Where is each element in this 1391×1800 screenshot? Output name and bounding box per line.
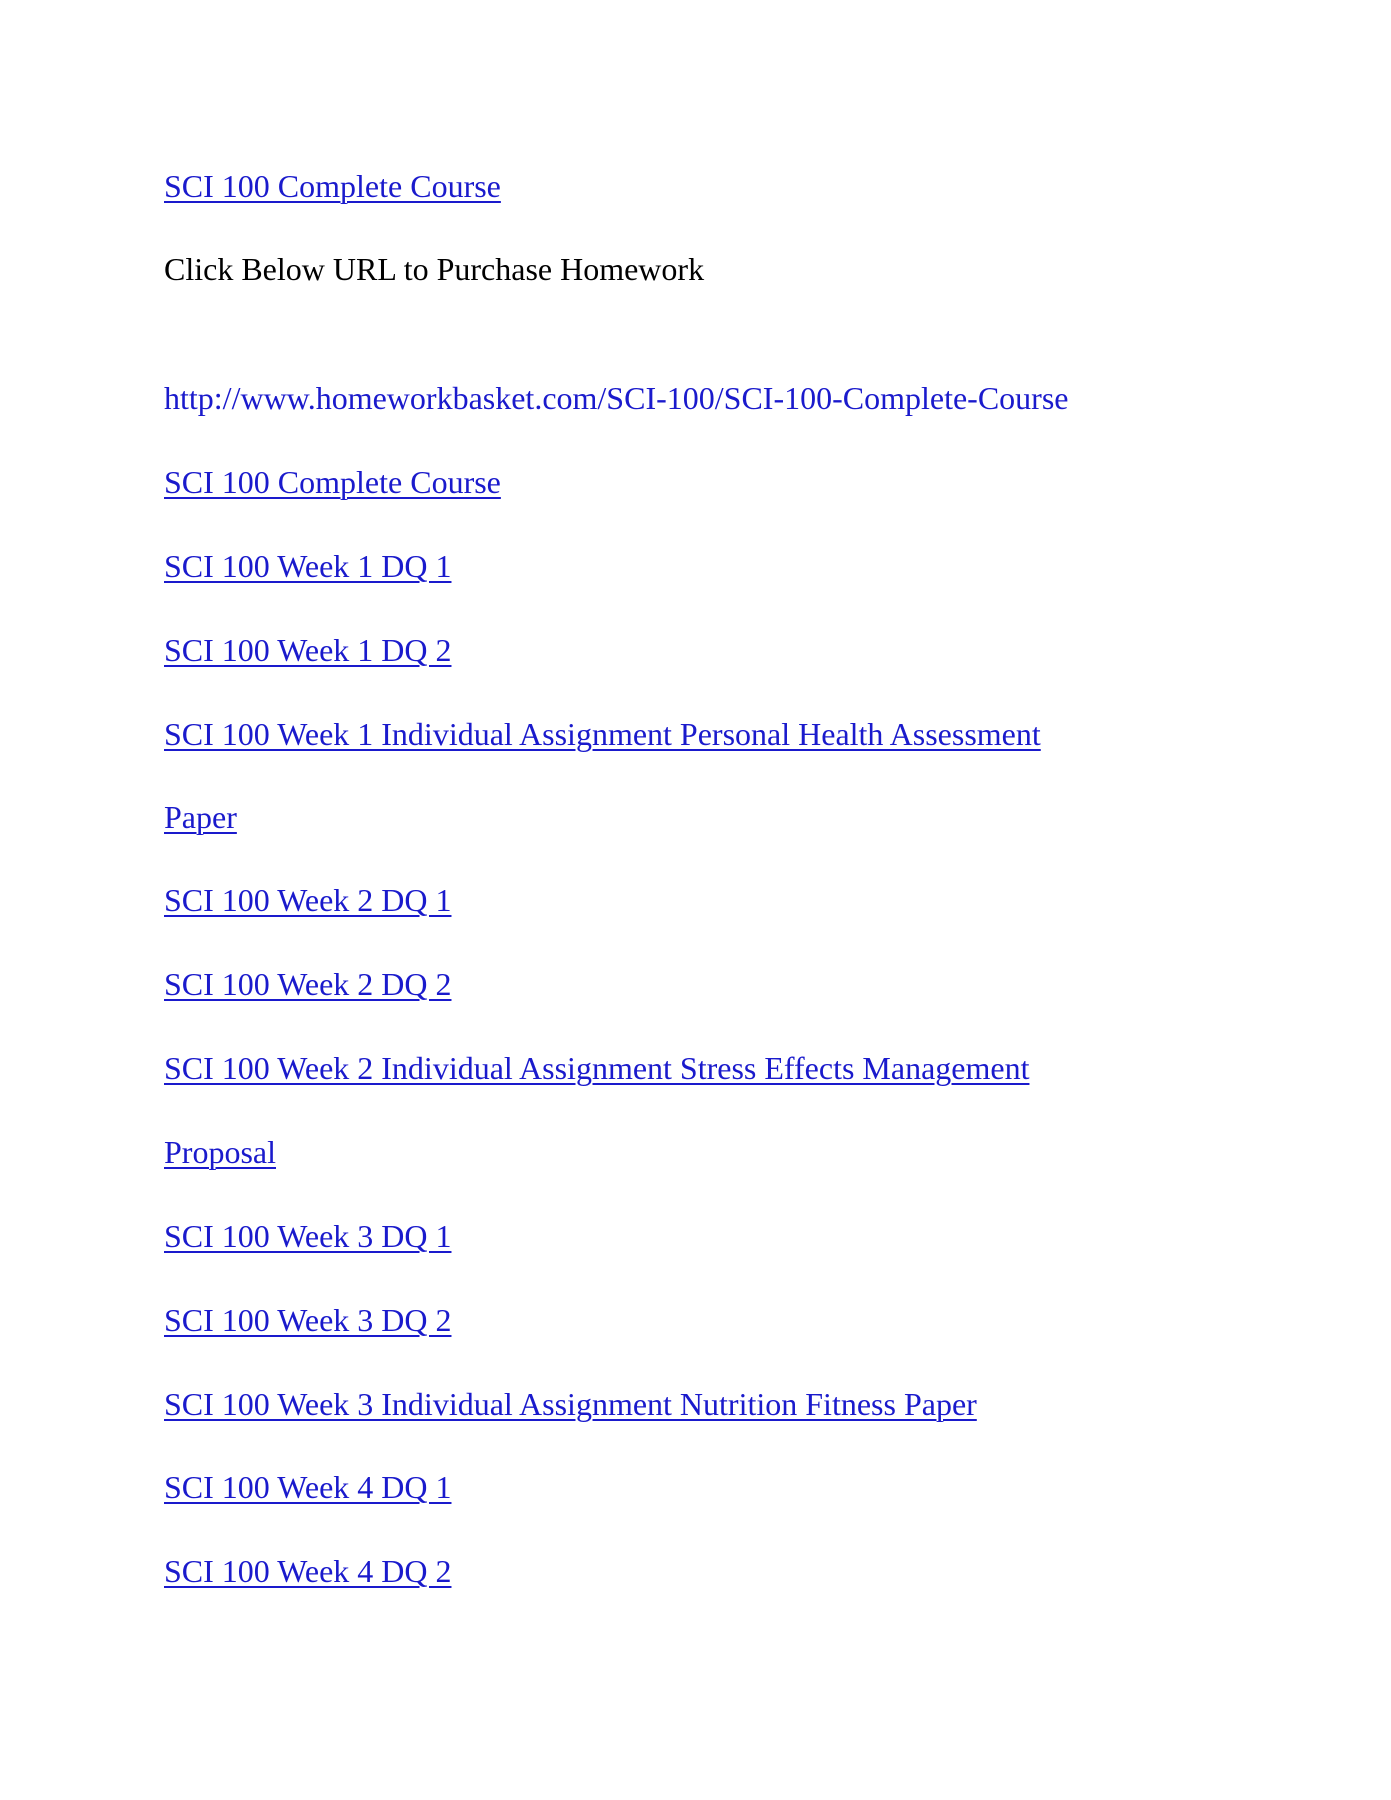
course-link[interactable]: SCI 100 Week 1 DQ 2 (164, 632, 452, 668)
course-link[interactable]: SCI 100 Week 2 DQ 1 (164, 882, 452, 918)
title-link[interactable]: SCI 100 Complete Course (164, 168, 501, 204)
instruction-text: Click Below URL to Purchase Homework (164, 251, 705, 287)
course-link[interactable]: SCI 100 Week 4 DQ 1 (164, 1469, 452, 1505)
course-link[interactable]: SCI 100 Week 4 DQ 2 (164, 1553, 452, 1589)
course-link[interactable]: SCI 100 Week 3 DQ 2 (164, 1302, 452, 1338)
course-link[interactable]: SCI 100 Week 3 Individual Assignment Nutrition Fitness Paper (164, 1386, 977, 1422)
course-link[interactable]: SCI 100 Week 2 DQ 2 (164, 966, 452, 1002)
course-link[interactable]: SCI 100 Week 2 Individual Assignment Stress Effects Management (164, 1050, 1030, 1086)
course-link[interactable]: SCI 100 Week 1 DQ 1 (164, 548, 452, 584)
course-link[interactable]: SCI 100 Week 1 Individual Assignment Personal Health Assessment (164, 716, 1041, 752)
course-link[interactable]: SCI 100 Complete Course (164, 464, 501, 500)
purchase-url-link[interactable]: http://www.homeworkbasket.com/SCI-100/SCI-100-Complete-Course (164, 380, 1069, 416)
course-link[interactable]: Proposal (164, 1134, 276, 1170)
course-link[interactable]: SCI 100 Week 3 DQ 1 (164, 1218, 452, 1254)
course-link[interactable]: Paper (164, 799, 237, 835)
